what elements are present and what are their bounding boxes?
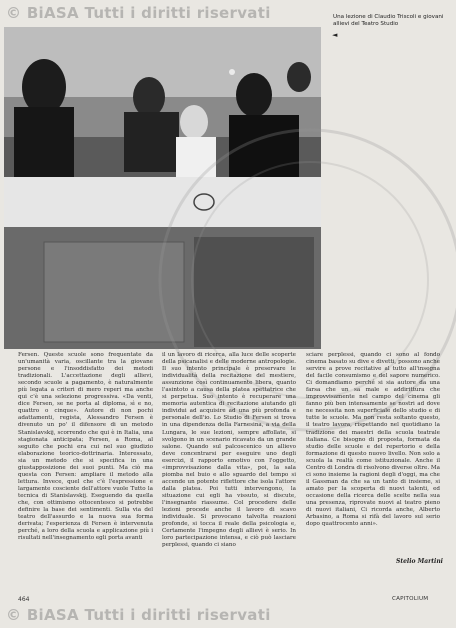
article-text: Fersen. Queste scuole sono frequentate da un'umanità varia, oscillante tra la giovane persone e l'insoddisfatto dei metodi tradizionali. L'accettazione degli allievi, secondo scuole a pagamento, è naturalmente più legata a criteri di mero reperi ma anche qui c'è una selezione progressiva. «Da venti, dice Fersen, se ne porta al diploma, sì e no, quattro o cinque». Autore di non pochi adattamenti, regista, Alessandro Fersen è divenuto un po' il difensore di un metodo Stanislavskij, scorrendo che qui è in Italia, una stagionata anticipata; Fersen, a Roma, al seguito che pochi era cui nel suo giudizio elaborazione teorico-dottrinaria. Interessato, sia un metodo che si specifica in una giustapposizione dei suoi punti. Ma ciò ma questa con Fersen: ampliare il metodo alla lettura. Invece, quel che c'è l'espressione e largamente cosciente dell'attore vuole Tutto la tecnica di Stanislavskij. Eseguendo da quella che, con ottimismo ottocentesco si potrebbe definire la base dei sentimenti. Sulla via del teatro dell'assurdo e la nuova sua forma derivata; l'esperienza di Fersen è intervenuta perché, a loro della scuola e applicazione più i risultati nell'insegnamento egli porta avanti (18, 352, 153, 542)
article-column-3 (306, 352, 440, 528)
journal-footer: CAPITOLIUM (392, 596, 429, 602)
rehearsal-photo-image (4, 27, 321, 349)
article-column-2 (162, 352, 296, 549)
caption-arrow-icon: ◄ (332, 31, 338, 39)
photo-caption: Una lezione di Claudio Triscoli e giovani allievi del Teatro Studio (333, 14, 444, 27)
article-column-1 (18, 352, 153, 542)
page-number: 464 (18, 596, 30, 603)
watermark-bottom: © BiASA Tutti i diritti riservati (6, 606, 271, 624)
article-text: sciare perplessi, quando ci sono al fondo cinema basato su dive e divetti, possono anche servire a prove recitative al tutto all'insegna del facile consumismo e del sapore numerico. Ci domandiamo perché si sia autore da una farsa che un sa male e addirittura che improvvisamente nel campo del cinema gli fanno più ben intensamente se nostri ad dove ne necessita non superficiale dello studio e di tutte le scuole. Ma non resta soltanto questo, il teatro lavora, rispettando nel quotidiano la tradizione dei maestri della scuola teatrale italiana. Ce bisogno di proposta, formata da studio delle scuole e del repertorio e della formazione di questo nuovo livello. Non solo a scuola la realtà come istituzionale. Anche il Centro di Londra di risolvono diverse oltre. Ma ci sono insieme la ragioni degli d'oggi, ma che il Gassman da che sa un tanto di insieme, si amato per la scoperta di nuovi talenti, ed occasione della ricerca delle scelte nella sua una presenza, riprovate nuovi al teatro pieno di nuovi italiani, Ci ricorda anche, Alberto Arbasino, a Roma si rifà del lavoro sul serio dopo quattrocento anni». (306, 352, 440, 528)
author-signature: Stelio Martini (396, 558, 443, 565)
rehearsal-photo (4, 27, 321, 349)
article-text: il un lavoro di ricerca, alla luce delle scoperte della psicanalisi e delle moderne antropologie. Il suo intento principale è preservare le individualità della recitazione del mestiere, assunzione così continuamente libera, quanto l'asintoto a causa della platea spettatrice che si perpetua. Suo intento è recuperare una memoria autentica di recitazione aiutando gli individui ad acquisire ad una più profonda e personale dell'io. Lo Studio di Fersen si trova in una dipendenza della Farnesina, a via della Lungara, le sue lezioni, sempre affollate, si svolgono in un scenario ricavato da un grande salone. Quando sul palcoscenico un allievo deve concentrarsi per eseguire uno degli esercizi, il rapporto emotivo con l'oggetto, «improvvisazione dalla vita», poi, la sala piomba nel buio e allo sguardo del tempo si accende un potente riflettore che isola l'attore dalla platea. Poi tutti intervengono, la situazione cui egli ha vissuto, si discute, l'insegnante riassume. Col procedere delle lezioni procede anche il lavoro di scavo individuale. Si provocano talvolta reazioni profonde, si tocca il reale della psicologia e, Certamente l'impegno degli allievi è serio. In loro partecipazione intensa, e ciò può lasciare perplessi, quando ci siano (162, 352, 296, 549)
watermark-top: © BiASA Tutti i diritti riservati (6, 4, 271, 22)
